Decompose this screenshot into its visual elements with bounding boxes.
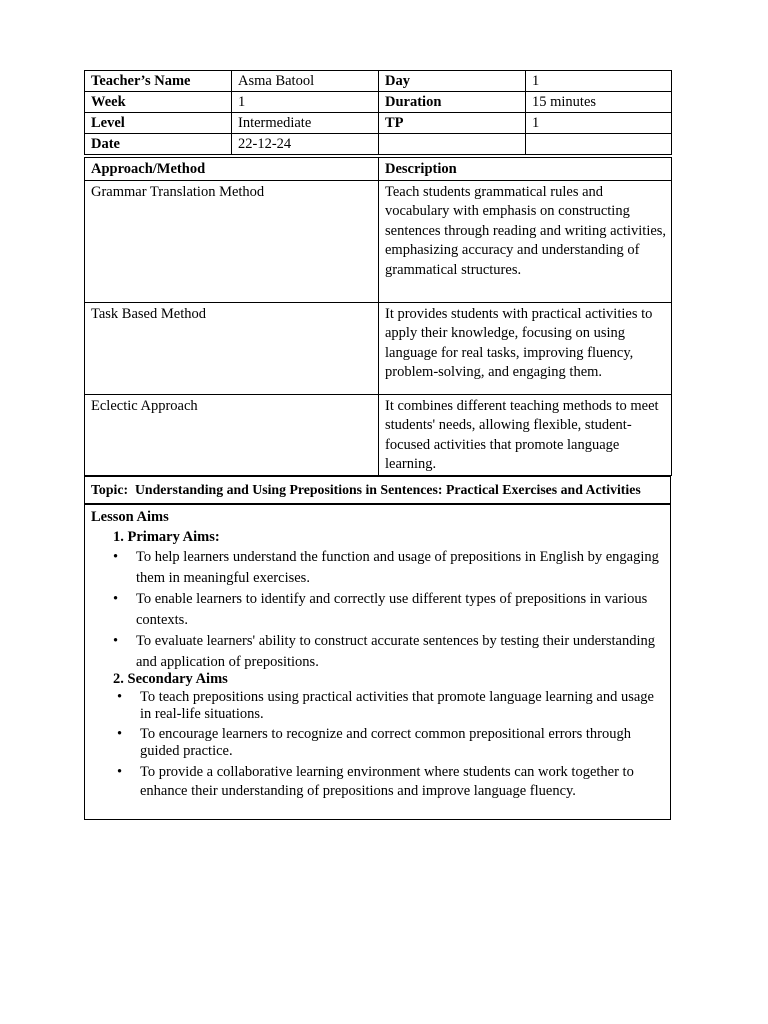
primary-aim-text: To enable learners to identify and correctly use different types of prepositions in various contexts. — [136, 590, 648, 628]
bullet-icon: • — [113, 548, 119, 565]
approach-row — [85, 394, 672, 475]
lesson-aims-title: Lesson Aims — [91, 508, 169, 525]
week-label: Week — [85, 92, 232, 113]
bullet-icon: • — [117, 763, 123, 780]
list-item — [91, 547, 664, 589]
secondary-aim-text: To encourage learners to recognize and correct common prepositional errors through guided practice. — [140, 725, 631, 759]
secondary-aim-text: To provide a collaborative learning environment where students can work together to enhance their understanding of prepositions and improve language fluency. — [140, 763, 634, 799]
approach-method: Grammar Translation Method — [85, 180, 379, 302]
day-label: Day — [379, 71, 526, 92]
secondary-aims-list — [91, 689, 664, 802]
tp-label: TP — [379, 113, 526, 134]
empty-label-cell — [379, 134, 526, 155]
duration-label: Duration — [379, 92, 526, 113]
list-item — [91, 631, 664, 669]
duration-value: 15 minutes — [526, 92, 672, 113]
lesson-aims-table — [84, 504, 671, 820]
approach-method-header: Approach/Method — [85, 158, 379, 181]
teacher-name-value: Asma Batool — [232, 71, 379, 92]
primary-aim-text: To evaluate learners' ability to construct accurate sentences by testing their understanding and application of prepositions. — [136, 632, 655, 670]
approach-description: It combines different teaching methods to meet students' needs, allowing flexible, student-focused activities that promote language learning. — [379, 394, 672, 475]
bullet-icon: • — [113, 590, 119, 607]
approach-table — [84, 157, 672, 476]
info-row-level — [85, 113, 672, 134]
approach-method: Eclectic Approach — [85, 394, 379, 475]
lesson-aims-cell — [85, 504, 671, 819]
list-item — [91, 589, 664, 631]
info-row-week — [85, 92, 672, 113]
approach-header-row — [85, 158, 672, 181]
approach-description-header: Description — [379, 158, 672, 181]
date-value: 22-12-24 — [232, 134, 379, 155]
week-value: 1 — [232, 92, 379, 113]
bullet-icon: • — [117, 725, 123, 742]
empty-value-cell — [526, 134, 672, 155]
info-row-date — [85, 134, 672, 155]
primary-aims-list — [91, 547, 664, 669]
bullet-icon: • — [117, 688, 123, 705]
secondary-aims-title: 2. Secondary Aims — [113, 670, 228, 687]
date-label: Date — [85, 134, 232, 155]
approach-description: Teach students grammatical rules and vocabulary with emphasis on constructing sentences through reading and writing activities, emphasizing accuracy and understanding of grammatical structures. — [379, 180, 672, 302]
lesson-info-table — [84, 70, 672, 155]
list-item — [91, 689, 664, 724]
approach-method: Task Based Method — [85, 302, 379, 394]
level-label: Level — [85, 113, 232, 134]
approach-row — [85, 302, 672, 394]
primary-aim-text: To help learners understand the function and usage of prepositions in English by engaging them in meaningful exercises. — [136, 548, 659, 586]
primary-aims-title: 1. Primary Aims: — [113, 528, 220, 545]
topic-table — [84, 476, 671, 504]
level-value: Intermediate — [232, 113, 379, 134]
day-value: 1 — [526, 71, 672, 92]
teacher-name-label: Teacher’s Name — [85, 71, 232, 92]
tp-value: 1 — [526, 113, 672, 134]
secondary-aim-text: To teach prepositions using practical activities that promote language learning and usage in real-life situations. — [140, 688, 654, 722]
bullet-icon: • — [113, 632, 119, 649]
lesson-topic: Topic: Understanding and Using Prepositions in Sentences: Practical Exercises and Activities — [85, 476, 671, 503]
approach-row — [85, 180, 672, 302]
list-item — [91, 763, 664, 802]
approach-description: It provides students with practical activities to apply their knowledge, focusing on using language for real tasks, improving fluency, problem-solving, and engaging them. — [379, 302, 672, 394]
info-row-teacher — [85, 71, 672, 92]
lesson-plan-document — [84, 70, 671, 820]
list-item — [91, 726, 664, 761]
